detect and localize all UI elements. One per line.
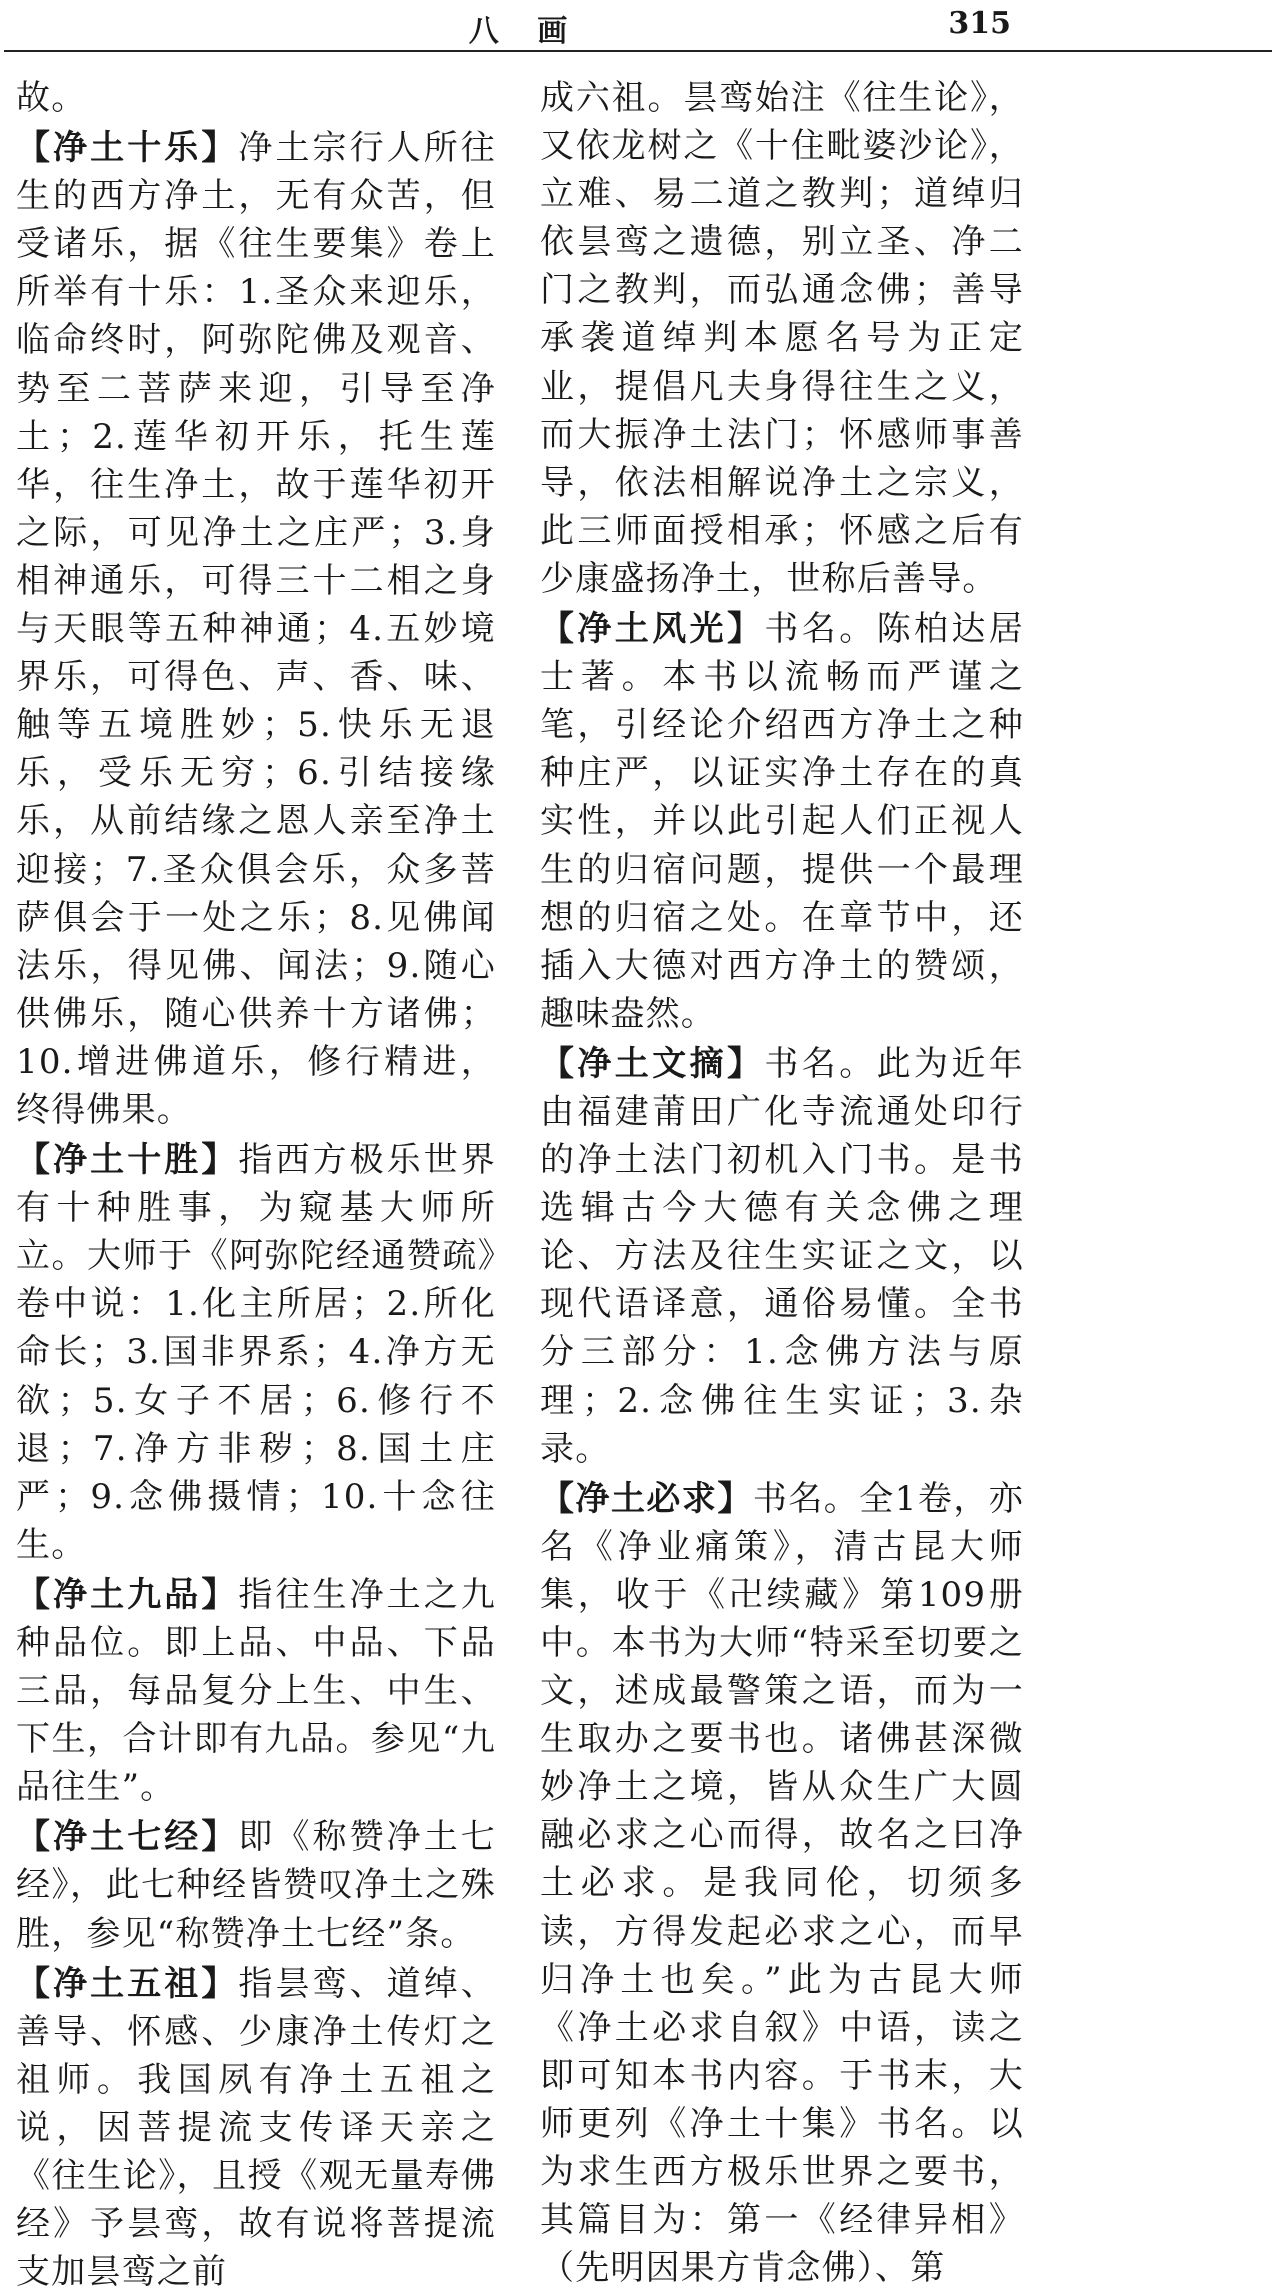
header-rule [4,50,1272,52]
entry-text: 书名。此为近年由福建莆田广化寺流通处印行的净土法门初机入门书。是书选辑古今大德有关念佛之理论、方法及往生实证之文，以现代语译意，通俗易懂。全书分三部分：1.念佛方法与原理；2.念佛往生实证；3.杂录。 [540,1043,1025,1469]
entry-paragraph [540,1475,1024,2293]
running-head: 八 画 [468,14,582,49]
entry-headword: 【净土必求】 [540,1478,753,1519]
left-column [16,74,496,2296]
entry-text: 指西方极乐世界有十种胜事，为窥基大师所立。大师于《阿弥陀经通赞疏》卷中说：1.化主所居；2.所化命长；3.国非界系；4.净方无欲；5.女子不居；6.修行不退；7.净方非秽；8.国土庄严；9.念佛摄情；10.十念往生。 [16,1140,497,1565]
entry-text: 书名。全1卷，亦名《净业痛策》，清古昆大师集，收于《卍续藏》第109册中。本书为大师“特采至切要之文，述成最警策之语，而为一生取办之要书也。诸佛甚深微妙净土之境，皆从众生广大圆融必求之心而得，故名之曰净土必求。是我同伦，切须多读，方得发起必求之心，而早归净土也矣。”此为古昆大师《净土必求自叙》中语，读之即可知本书内容。于书末，大师更列《净土十集》书名。以为求生西方极乐世界之要书，其篇目为：第一《经律异相》（先明因果方肯念佛）、第 [540,1478,1024,2289]
entry-text: 净土宗行人所往生的西方净土，无有众苦，但受诸乐，据《往生要集》卷上所举有十乐：1.圣众来迎乐，临命终时，阿弥陀佛及观音、势至二菩萨来迎，引导至净土；2.莲华初开乐，托生莲华，往生净土，故于莲华初开之际，可见净土之庄严；3.身相神通乐，可得三十二相之身与天眼等五种神通；4.五妙境界乐，可得色、声、香、味、触等五境胜妙；5.快乐无退乐，受乐无穷；6.引结接缘乐，从前结缘之恩人亲至净土迎接；7.圣众俱会乐，众多菩萨俱会于一处之乐；8.见佛闻法乐，得见佛、闻法；9.随心供佛乐，随心供养十方诸佛；10.增进佛道乐，修行精进，终得佛果。 [16,128,497,1130]
entry-text: 成六祖。昙鸾始注《往生论》，又依龙树之《十住毗婆沙论》，立难、易二道之教判；道绰归依昙鸾之遗德，别立圣、净二门之教判，而弘通念佛；善导承袭道绰判本愿名号为正定业，提倡凡夫身得往生之义，而大振净土法门；怀感师事善导，依法相解说净土之宗义，此三师面授相承；怀感之后有少康盛扬净土，世称后善导。 [540,78,1024,599]
entry-paragraph [16,74,496,122]
entry-headword: 【净土文摘】 [540,1043,765,1084]
entry-paragraph [16,1813,496,1957]
entry-headword: 【净土七经】 [16,1817,239,1858]
entry-headword: 【净土十乐】 [16,128,239,169]
right-column [540,74,1024,2292]
entry-paragraph [16,124,496,1134]
entry-paragraph [16,1571,496,1811]
entry-text: 即《称赞净土七经》，此七种经皆赞叹净土之殊胜，参见“称赞净土七经”条。 [16,1817,497,1954]
entry-paragraph [540,1040,1024,1473]
entry-text: 指往生净土之九种品位。即上品、中品、下品三品，每品复分上生、中生、下生，合计即有九品。参见“九品往生”。 [16,1574,497,1808]
entry-paragraph [540,74,1024,603]
entry-headword: 【净土九品】 [16,1574,239,1615]
entry-text: 故。 [16,78,87,118]
entry-text: 指昙鸾、道绰、善导、怀感、少康净土传灯之祖师。我国夙有净土五祖之说，因菩提流支传译天亲之《往生论》，且授《观无量寿佛经》予昙鸾，故有说将菩提流支加昙鸾之前 [16,1963,497,2293]
entry-headword: 【净土十胜】 [16,1140,239,1181]
page-number: 315 [948,6,1011,41]
entry-paragraph [16,1960,496,2296]
entry-text: 书名。陈柏达居士著。本书以流畅而严谨之笔，引经论介绍西方净土之种种庄严，以证实净土存在的真实性，并以此引起人们正视人生的归宿问题，提供一个最理想的归宿之处。在章节中，还插入大德对西方净土的赞颂，趣味盎然。 [540,609,1025,1034]
entry-headword: 【净土风光】 [540,609,765,650]
entry-paragraph [540,605,1024,1038]
entry-headword: 【净土五祖】 [16,1963,239,2004]
page-header [0,0,1279,60]
entry-paragraph [16,1136,496,1569]
